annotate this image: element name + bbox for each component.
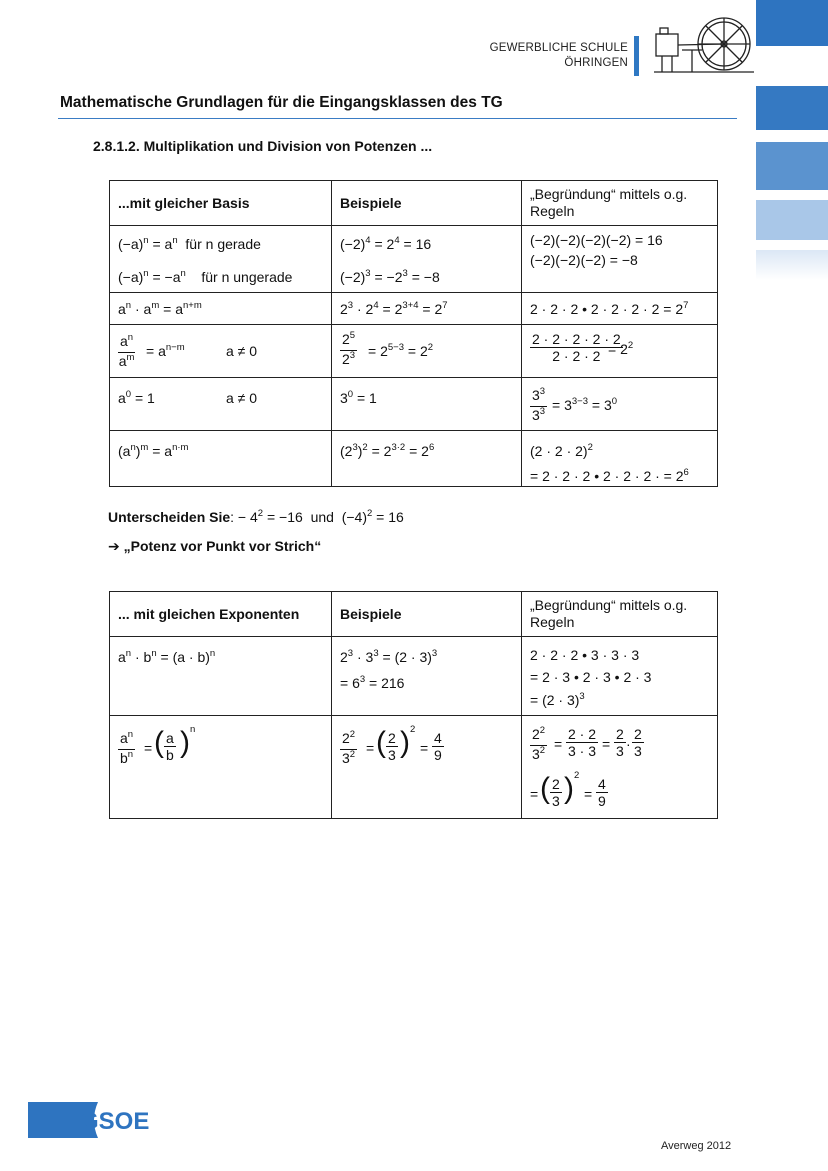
gsoe-logo-icon [28,1100,150,1140]
title-rule [58,118,737,119]
example-power-of-power: $(2^3)^2 = 2^{3\cdot 2} = 2^6$ [332,431,522,487]
header-divider [634,36,639,76]
steam-engine-logo-icon [652,14,756,78]
table2-header-examples: Beispiele [332,592,522,637]
deco-block-2 [756,86,828,130]
distinguish-note: Unterscheiden Sie: − $4^2 = -16$ und $(-4)^2 = 16$ [108,508,404,525]
rule-power-of-power: $(a^n)^m = a^{n\cdot m}$ [110,431,332,487]
deco-block-1 [756,0,828,46]
rule-zero-exponent: $a^0 = 1$ a ≠ 0 [110,378,332,431]
example-negative-base: $(-2)^4 = 2^4 = 16$ $(-2)^3 = -2^3 = -8$ [332,226,522,293]
table1-header-examples: Beispiele [332,181,522,226]
reason-division: $\frac{2 \cdot 2 \cdot 2 \cdot 2 \cdot 2}{2 \cdot 2 \cdot 2}$ = $2^2$ [522,325,718,378]
table2-header-reason: „Begründung“ mittels o.g. Regeln [522,592,718,637]
school-line-1: GEWERBLICHE SCHULE [489,42,628,54]
rule-quotient-power: $\frac{a^n}{b^n}$ = ( $\frac{a}{b}$ ) n [110,716,332,819]
rule-division: $\frac{a^n}{a^m}$ = $a^{n-m}$ a ≠ 0 [110,325,332,378]
rules-table-same-exponent [109,591,718,819]
reason-product-power: 2 · 2 · 2 • 3 · 3 · 3 = 2 · 3 • 2 · 3 • 2 · 3 = $(2 \cdot 3)^3$ [522,637,718,716]
page-title: Mathematische Grundlagen für die Eingangsklassen des TG [60,94,503,111]
reason-zero-exponent: $\frac{3^3}{3^3}$ = $3^{3-3} = 3^0$ [522,378,718,431]
reason-multiplication: 2 · 2 · 2 • $2 \cdot 2 \cdot 2 \cdot 2 = 2^7$ [522,293,718,325]
reason-quotient-power: $\frac{2^2}{3^2}$ = $\frac{2 \cdot 2}{3 \cdot 3}$ = $\frac{2}{3}$ · $\frac{2}{3}$ = ( $\frac{2}{3}$ ) 2 = $\frac{4}{9}$ [522,716,718,819]
school-line-2: ÖHRINGEN [564,57,628,69]
distinguish-expr: : − 4 [230,509,258,525]
footer-author: Averweg 2012 [661,1140,732,1152]
rule-multiplication: $a^n \cdot a^m = a^{n+m}$ [110,293,332,325]
rule-order-note: ➔ „Potenz vor Punkt vor Strich“ [108,538,322,554]
table1-header-reason: „Begründung“ mittels o.g. Regeln [522,181,718,226]
rule-product-power: $a^n \cdot b^n = (a \cdot b)^n$ [110,637,332,716]
deco-block-4 [756,200,828,240]
reason-negative-base: (−2)(−2)(−2)(−2) = 16 (−2)(−2)(−2) = −8 [522,226,718,293]
example-quotient-power: $\frac{2^2}{3^2}$ = ( $\frac{2}{3}$ ) 2 = $\frac{4}{9}$ [332,716,522,819]
deco-block-5 [756,250,828,280]
distinguish-label: Unterscheiden Sie [108,509,231,525]
example-product-power: $2^3 \cdot 3^3 = (2 \cdot 3)^3$ = $6^3 = 216$ [332,637,522,716]
gsoe-logo-text: GSOE [80,1108,150,1135]
section-heading: 2.8.1.2. Multiplikation und Division von Potenzen ... [93,138,433,154]
example-division: $\frac{2^5}{2^3}$ = $2^{5-3} = 2^2$ [332,325,522,378]
deco-block-3 [756,142,828,190]
rules-table-same-base [109,180,718,487]
table1-header-rule: ...mit gleicher Basis [110,181,332,226]
example-zero-exponent: $3^0 = 1$ [332,378,522,431]
reason-power-of-power: $(2 \cdot 2 \cdot 2)^2$ = 2 · 2 · 2 • 2 · 2 · 2 · = $2^6$ [522,431,718,487]
example-multiplication: $2^3 \cdot 2^4 = 2^{3+4} = 2^7$ [332,293,522,325]
school-name [460,41,628,71]
table2-header-rule: ... mit gleichen Exponenten [110,592,332,637]
rule-negative-base: $(-a)^n = a^n$ für n gerade $(-a)^n = -a^n$ für n ungerade [110,226,332,293]
